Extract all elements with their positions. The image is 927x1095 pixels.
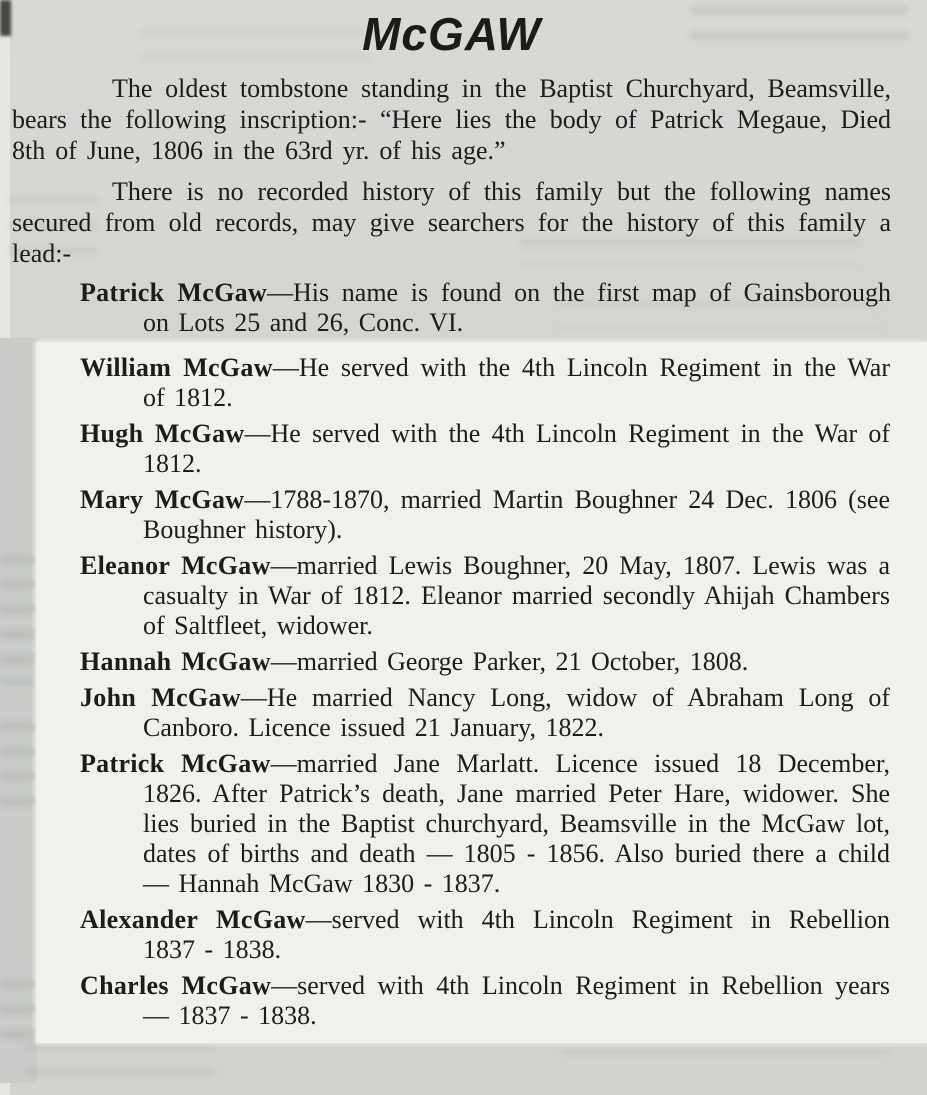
entry-description: —He married Nancy Long, widow of Abraham Long of Canboro. Licence issued 21 January, 1822. (143, 683, 890, 742)
family-name-title: McGAW (362, 8, 541, 60)
family-entry (80, 647, 890, 677)
entry-description: —1788-1870, married Martin Boughner 24 Dec. 1806 (see Boughner history). (143, 485, 890, 544)
family-entry (80, 485, 890, 545)
scan-white-panel (36, 342, 927, 1043)
entry-person-name: Patrick McGaw (80, 278, 267, 307)
entry-person-name: Alexander McGaw (80, 905, 306, 934)
family-entry (80, 353, 890, 413)
entry-description: —served with 4th Lincoln Regiment in Rebellion years — 1837 - 1838. (143, 971, 890, 1030)
family-entry (80, 905, 890, 965)
family-entry (80, 551, 890, 641)
page-content (0, 8, 927, 1043)
entry-person-name: Hannah McGaw (80, 647, 271, 676)
entry-description: —married Lewis Boughner, 20 May, 1807. Lewis was a casualty in War of 1812. Eleanor married secondly Ahijah Chambers of Saltfleet, widower. (143, 551, 890, 640)
entry-description: —married Jane Marlatt. Licence issued 18 December, 1826. After Patrick’s death, Jane married Peter Hare, widower. She lies buried in the Baptist churchyard, Beamsville in the McGaw lot, dates of births and death — 1805 - 1856. Also buried there a child — Hannah McGaw 1830 - 1837. (143, 749, 890, 898)
family-entry (80, 683, 890, 743)
entry-person-name: John McGaw (80, 683, 241, 712)
entry-person-name: Mary McGaw (80, 485, 245, 514)
entry-description: —His name is found on the first map of Gainsborough on Lots 25 and 26, Conc. VI. (143, 278, 891, 337)
family-entry (80, 971, 890, 1031)
bleed-through-artifact (25, 1042, 215, 1084)
entry-description: —married George Parker, 21 October, 1808. (270, 647, 749, 676)
entry-person-name: Eleanor McGaw (80, 551, 271, 580)
entry-description: —served with 4th Lincoln Regiment in Rebellion 1837 - 1838. (143, 905, 890, 964)
entry-person-name: Patrick McGaw (80, 749, 271, 778)
intro-paragraph-2: There is no recorded history of this family but the following names secured from old records, may give searchers for the history of this family a lead:- (12, 177, 891, 268)
entry-person-name: Charles McGaw (80, 971, 272, 1000)
intro-paragraph-1: The oldest tombstone standing in the Baptist Churchyard, Beamsville, bears the following inscription:- “Here lies the body of Patrick Megaue, Died 8th of June, 1806 in the 63rd yr. of his age.” (12, 74, 891, 165)
family-entry (80, 749, 890, 899)
family-entry (80, 278, 891, 338)
entry-person-name: Hugh McGaw (80, 419, 245, 448)
entry-description: —He served with the 4th Lincoln Regiment in the War of 1812. (143, 419, 890, 478)
entry-person-name: William McGaw (80, 353, 273, 382)
family-entry (80, 419, 890, 479)
entry-description: —He served with the 4th Lincoln Regiment in the War of 1812. (143, 353, 890, 412)
